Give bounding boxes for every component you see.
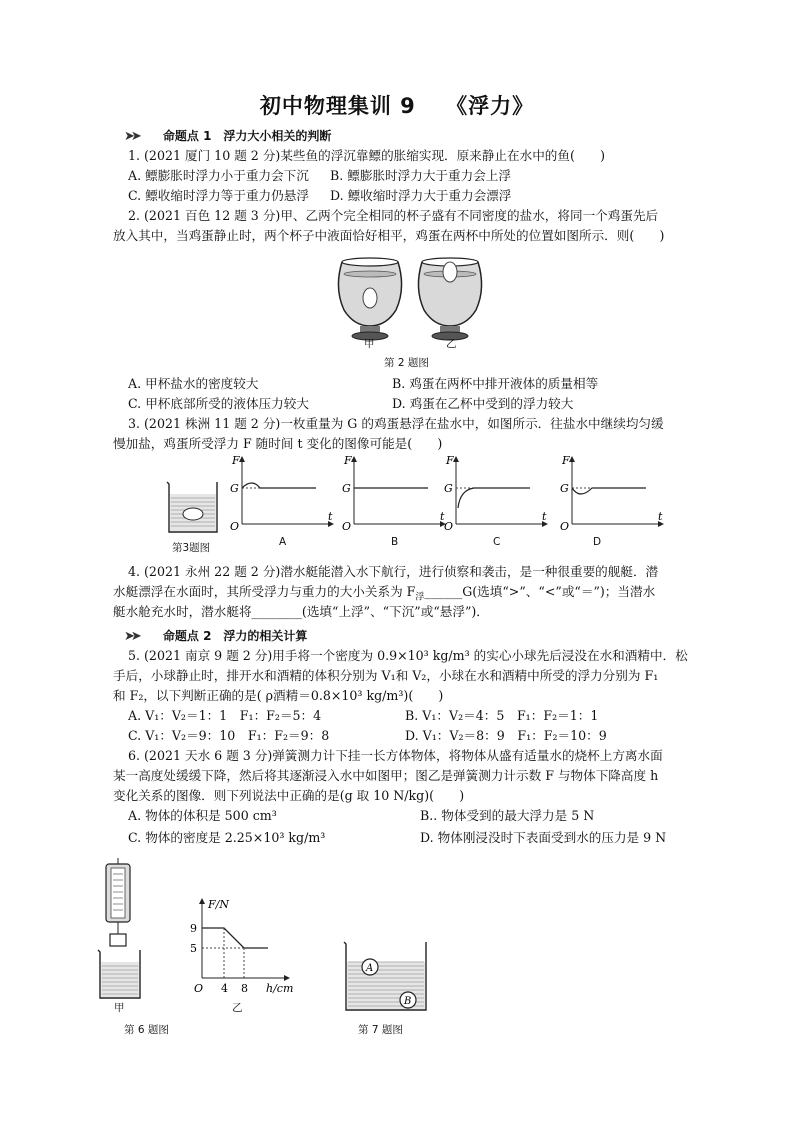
- q3-caption: 第3题图: [172, 542, 211, 554]
- q6-caption: 第 6 题图: [124, 1024, 169, 1036]
- q6-spring-scale-figure: [96, 858, 156, 1018]
- q7-caption: 第 7 题图: [358, 1024, 403, 1036]
- svg-text:F: F: [446, 454, 454, 467]
- graph-label-c: C: [493, 536, 501, 548]
- axis-t: t: [328, 510, 333, 523]
- q3-beaker-figure: [165, 478, 225, 538]
- fig-label-yi: 乙: [446, 338, 457, 350]
- svg-text:G: G: [560, 482, 569, 495]
- graph-x-label: h/cm: [266, 982, 294, 995]
- axis-o: O: [230, 520, 240, 533]
- graph-label-a: A: [279, 536, 287, 548]
- svg-text:t: t: [542, 510, 547, 523]
- axis-f: F: [232, 454, 240, 467]
- q2-option-b: B. 鸡蛋在两杯中排开液体的质量相等: [392, 376, 599, 391]
- graph-tick-9: 9: [190, 922, 197, 935]
- q1-stem: 1. (2021 厦门 10 题 2 分)某些鱼的浮沉靠鳔的胀缩实现．原来静止在水中的鱼( ): [128, 148, 605, 163]
- q6-option-c: C. 物体的密度是 2.25×10³ kg/m³: [128, 830, 326, 845]
- svg-text:B: B: [404, 996, 412, 1007]
- svg-text:G: G: [444, 482, 453, 495]
- q4-line1: 4. (2021 永州 22 题 2 分)潜水艇能潜入水下航行，进行侦察和袭击，是一种很重要的舰艇．潜: [128, 564, 659, 579]
- graph-tick-8: 8: [241, 982, 248, 995]
- graph-b: [342, 454, 446, 533]
- q7-container-figure: [340, 940, 440, 1015]
- svg-text:F: F: [562, 454, 570, 467]
- q2-stem-line2: 放入其中，当鸡蛋静止时，两个杯子中液面恰好相平，鸡蛋在两杯中所处的位置如图所示．则( ): [113, 228, 665, 243]
- page-title: 初中物理集训 9 《浮力》: [259, 94, 535, 118]
- q6-fig-label-yi: 乙: [232, 1002, 243, 1014]
- q2-option-a: A. 甲杯盐水的密度较大: [128, 376, 259, 391]
- q4-line2-a: 水艇漂浮在水面时，其所受浮力与重力的大小关系为 F: [113, 584, 416, 599]
- section-label: 命题点 1 浮力大小相关的判断: [162, 129, 332, 143]
- double-arrow-icon: ➤➤: [124, 129, 138, 144]
- ball-b: [400, 992, 416, 1008]
- q1-option-c: C. 鳔收缩时浮力等于重力仍悬浮: [128, 188, 309, 203]
- q6-option-b: B.. 物体受到的最大浮力是 5 N: [420, 808, 595, 823]
- svg-text:O: O: [342, 520, 352, 533]
- q3-graphs: [228, 454, 768, 548]
- q5-line1: 5. (2021 南京 9 题 2 分)用手将一个密度为 0.9×10³ kg/m³ 的实心小球先后浸没在水和酒精中．松: [128, 648, 688, 663]
- q6-line2: 某一高度处缓缓下降，然后将其逐渐浸入水中如图甲；图乙是弹簧测力计示数 F 与物体下降高度 h: [113, 768, 659, 783]
- cup-yi: [418, 258, 481, 340]
- graph-y-label: F/N: [208, 898, 229, 911]
- q6-line3: 变化关系的图像．则下列说法中正确的是(g 取 10 N/kg)( ): [113, 788, 465, 803]
- q5-line2: 手后，小球静止时，排开水和酒精的体积分别为 V₁和 V₂，小球在水和酒精中所受的浮力分别为 F₁: [113, 668, 659, 683]
- section-label: 命题点 2 浮力的相关计算: [162, 629, 308, 643]
- q3-stem-line1: 3. (2021 株洲 11 题 2 分)一枚重量为 G 的鸡蛋悬浮在盐水中，如图所示．往盐水中继续均匀缓: [128, 416, 664, 431]
- svg-text:O: O: [560, 520, 570, 533]
- svg-text:t: t: [440, 510, 445, 523]
- graph-c: [444, 454, 548, 533]
- q4-line2-b: ______G(选填“>”、“<”或“＝”)；当潜水: [424, 584, 656, 599]
- q6-option-a: A. 物体的体积是 500 cm³: [128, 808, 277, 823]
- q2-stem-line1: 2. (2021 百色 12 题 3 分)甲、乙两个完全相同的杯子盛有不同密度的盐水，将同一个鸡蛋先后: [128, 208, 659, 223]
- q4-subscript: 浮: [415, 592, 425, 603]
- section-heading-1: [124, 125, 331, 144]
- graph-label-b: B: [391, 536, 399, 548]
- section-heading-2: [124, 625, 307, 644]
- cup-jia: [338, 258, 401, 340]
- graph-a: [230, 454, 334, 533]
- double-arrow-icon: ➤➤: [124, 629, 138, 644]
- svg-text:O: O: [444, 520, 454, 533]
- graph-label-d: D: [593, 536, 602, 548]
- q1-option-b: B. 鳔膨胀时浮力大于重力会上浮: [330, 168, 511, 183]
- q6-option-d: D. 物体刚浸没时下表面受到水的压力是 9 N: [420, 830, 667, 845]
- q4-line3: 艇水舱充水时，潜水艇将________(选填“上浮”、“下沉”或“悬浮”)．: [113, 604, 489, 619]
- graph-origin: O: [194, 982, 204, 995]
- q6-line1: 6. (2021 天水 6 题 3 分)弹簧测力计下挂一长方体物体，将物体从盛有适量水的烧杯上方离水面: [128, 748, 663, 763]
- graph-tick-5: 5: [190, 942, 197, 955]
- q2-option-d: D. 鸡蛋在乙杯中受到的浮力较大: [392, 396, 574, 411]
- graph-tick-4: 4: [221, 982, 228, 995]
- q2-caption: 第 2 题图: [384, 357, 429, 369]
- q1-option-a: A. 鳔膨胀时浮力小于重力会下沉: [128, 168, 309, 183]
- q1-option-d: D. 鳔收缩时浮力大于重力会漂浮: [330, 188, 512, 203]
- q2-option-c: C. 甲杯底部所受的液体压力较大: [128, 396, 309, 411]
- q5-option-d: D. V₁：V₂＝8：9 F₁：F₂＝10：9: [405, 728, 607, 743]
- q5-line3: 和 F₂，以下判断正确的是( ρ酒精＝0.8×10³ kg/m³)( ): [113, 688, 444, 703]
- svg-text:A: A: [366, 963, 374, 974]
- svg-text:t: t: [658, 510, 663, 523]
- q5-option-c: C. V₁：V₂＝9：10 F₁：F₂＝9：8: [128, 728, 330, 743]
- q6-fig-label-jia: 甲: [114, 1002, 125, 1014]
- graph-d: [560, 454, 664, 533]
- q6-force-height-graph: [180, 898, 300, 998]
- fig-label-jia: 甲: [364, 338, 375, 350]
- svg-text:G: G: [342, 482, 351, 495]
- q3-stem-line2: 慢加盐，鸡蛋所受浮力 F 随时间 t 变化的图像可能是( ): [113, 436, 443, 451]
- svg-text:F: F: [344, 454, 352, 467]
- q5-option-b: B. V₁：V₂＝4：5 F₁：F₂＝1：1: [405, 708, 599, 723]
- ball-a: [362, 959, 378, 975]
- q5-option-a: A. V₁：V₂＝1：1 F₁：F₂＝5：4: [128, 708, 322, 723]
- axis-g: G: [230, 482, 239, 495]
- q2-cups-figure: [330, 248, 490, 348]
